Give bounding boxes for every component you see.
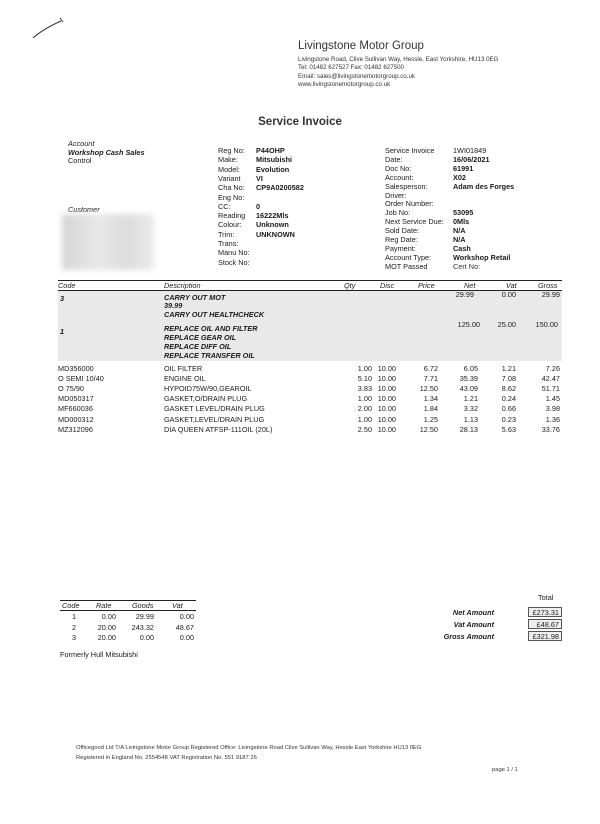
vat-rate: 20.00 bbox=[97, 622, 116, 632]
part-price: 12.50 bbox=[419, 424, 438, 434]
part-code: MD356000 bbox=[58, 364, 94, 373]
vat-goods: 29.99 bbox=[135, 612, 154, 621]
part-code: MD050317 bbox=[58, 394, 94, 404]
vehicle-value: CP9A0200582 bbox=[256, 183, 304, 193]
vehicle-label: Stock No: bbox=[218, 257, 250, 267]
part-gross: 3.98 bbox=[545, 404, 560, 414]
page-number: page 1 / 1 bbox=[492, 767, 518, 773]
part-disc: 10.00 bbox=[377, 374, 396, 384]
invoice-label: Payment: bbox=[385, 243, 416, 253]
account-block bbox=[68, 140, 145, 166]
vat-rate: 0.00 bbox=[101, 612, 116, 621]
col-qty: Qty bbox=[344, 281, 356, 290]
account-name: Workshop Cash Sales bbox=[68, 147, 145, 157]
invoice-value: 16/06/2021 bbox=[453, 154, 490, 164]
vat-amount-label: Vat Amount bbox=[453, 620, 494, 629]
part-price: 6.72 bbox=[423, 364, 438, 373]
invoice-value: Adam des Forges bbox=[453, 181, 515, 191]
formerly-note: Formerly Hull Mitsubishi bbox=[60, 650, 138, 659]
vehicle-label: Eng No: bbox=[218, 192, 245, 202]
gross-amount-value: £321.98 bbox=[528, 631, 562, 641]
job-vat: 0.00 bbox=[501, 290, 516, 299]
invoice-value: Cert No: bbox=[453, 261, 481, 271]
invoice-value: Cash bbox=[453, 243, 471, 253]
job-net: 125.00 bbox=[457, 320, 480, 329]
part-disc: 10.00 bbox=[377, 424, 396, 434]
vehicle-label: CC: bbox=[218, 201, 231, 211]
invoice-label: Doc No: bbox=[385, 163, 412, 173]
vehicle-value: VI bbox=[256, 173, 263, 183]
job-net: 29.99 bbox=[455, 290, 474, 299]
net-amount-label: Net Amount bbox=[452, 608, 494, 617]
invoice-value: 0Mls bbox=[453, 217, 470, 227]
job-description bbox=[164, 324, 258, 360]
footer-registration: Registered in England No. 2554548 VAT Registration No. 551 9187 26 bbox=[76, 755, 257, 761]
invoice-label: Account Type: bbox=[385, 252, 432, 262]
vat-col-rate: Rate bbox=[96, 601, 112, 610]
part-disc: 10.00 bbox=[377, 394, 396, 404]
part-code: MZ312096 bbox=[58, 424, 93, 434]
part-row bbox=[58, 374, 562, 383]
vehicle-label: Manu No: bbox=[218, 248, 250, 258]
vat-amount-value: £48.67 bbox=[528, 619, 562, 629]
part-vat: 8.62 bbox=[501, 384, 516, 394]
part-qty: 1.00 bbox=[357, 394, 372, 404]
vehicle-label: Model: bbox=[218, 164, 240, 174]
invoice-label: Date: bbox=[385, 154, 403, 164]
job-line: CARRY OUT MOT bbox=[164, 293, 226, 302]
part-gross: 1.36 bbox=[545, 414, 560, 424]
part-row bbox=[58, 415, 562, 424]
part-row bbox=[58, 425, 562, 434]
part-vat: 0.24 bbox=[501, 394, 516, 404]
vat-code: 3 bbox=[72, 633, 77, 642]
invoice-label: Salesperson: bbox=[385, 181, 428, 191]
job-code: 1 bbox=[60, 327, 65, 336]
part-price: 7.71 bbox=[423, 374, 438, 384]
part-vat: 7.08 bbox=[501, 374, 516, 384]
job-line: REPLACE GEAR OIL bbox=[164, 333, 237, 343]
company-name: Livingstone Motor Group bbox=[298, 40, 424, 52]
vehicle-label: Trim: bbox=[218, 229, 235, 239]
part-vat: 5.63 bbox=[501, 424, 516, 434]
part-net: 3.32 bbox=[463, 404, 478, 414]
part-net: 35.39 bbox=[459, 374, 478, 384]
invoice-label: Reg Date: bbox=[385, 235, 418, 244]
redacted-customer-address bbox=[62, 214, 154, 270]
invoice-value: X02 bbox=[453, 172, 466, 182]
company-address bbox=[298, 56, 499, 89]
col-net: Net bbox=[464, 281, 476, 290]
part-vat: 0.66 bbox=[501, 404, 516, 414]
vat-summary-row bbox=[60, 633, 196, 642]
vehicle-value: UNKNOWN bbox=[256, 229, 295, 239]
part-price: 1.34 bbox=[423, 394, 438, 404]
part-qty: 5.10 bbox=[357, 374, 372, 384]
col-vat: Vat bbox=[506, 281, 517, 290]
part-code: MD000312 bbox=[58, 414, 94, 424]
job-vat: 25.00 bbox=[497, 320, 516, 329]
job-description bbox=[164, 294, 264, 319]
customer-label: Customer bbox=[68, 205, 100, 214]
account-heading: Account bbox=[68, 139, 95, 148]
vat-col-code: Code bbox=[62, 601, 80, 610]
vehicle-value: Mitsubishi bbox=[256, 155, 293, 165]
invoice-label: Service Invoice bbox=[385, 146, 435, 155]
part-net: 43.09 bbox=[459, 384, 478, 394]
part-description: DIA QUEEN ATFSP-111OIL (20L) bbox=[164, 424, 273, 434]
vat-summary-row bbox=[60, 612, 196, 621]
part-description: GASKET,O/DRAIN PLUG bbox=[164, 394, 248, 404]
invoice-value: Workshop Retail bbox=[453, 252, 511, 262]
vat-vat: 0.00 bbox=[179, 612, 194, 621]
vehicle-label: Reading bbox=[218, 211, 246, 221]
invoice-label: Account: bbox=[385, 172, 414, 182]
vehicle-label: Trans: bbox=[218, 239, 239, 248]
document-title: Service Invoice bbox=[258, 116, 342, 128]
part-gross: 7.26 bbox=[545, 364, 560, 373]
vat-col-vat: Vat bbox=[172, 601, 183, 610]
invoice-value: 53095 bbox=[453, 208, 474, 218]
vat-vat: 0.00 bbox=[179, 633, 194, 642]
vehicle-value: Unknown bbox=[256, 220, 289, 230]
part-price: 1.25 bbox=[423, 414, 438, 424]
email-line: Email: sales@livingstonemotorgroup.co.uk bbox=[298, 72, 416, 80]
vat-col-goods: Goods bbox=[132, 601, 154, 610]
part-qty: 3.83 bbox=[357, 384, 372, 394]
vehicle-value: 16222Mls bbox=[256, 211, 289, 221]
invoice-label: Job No: bbox=[385, 208, 411, 218]
part-qty: 1.00 bbox=[357, 414, 372, 424]
invoice-label: Order Number: bbox=[385, 199, 434, 209]
account-sub: Control bbox=[68, 156, 92, 166]
part-gross: 33.76 bbox=[541, 424, 560, 434]
invoice-value: N/A bbox=[453, 235, 466, 244]
vehicle-details bbox=[218, 146, 368, 271]
job-block-mot bbox=[58, 291, 562, 321]
vehicle-label: Variant bbox=[218, 173, 241, 183]
address-line: Livingstone Road, Clive Sullivan Way, Hessle, East Yorkshire, HU13 0EG bbox=[298, 56, 499, 63]
job-line: REPLACE DIFF OIL bbox=[164, 342, 232, 352]
part-description: ENGINE OIL bbox=[164, 374, 206, 384]
invoice-value: 1WI01849 bbox=[453, 146, 487, 155]
vehicle-label: Make: bbox=[218, 155, 238, 165]
job-line: REPLACE TRANSFER OIL bbox=[164, 351, 255, 361]
vat-goods: 0.00 bbox=[139, 633, 154, 642]
invoice-label: Driver: bbox=[385, 190, 407, 200]
total-heading: Total bbox=[538, 593, 554, 602]
part-row bbox=[58, 364, 562, 373]
vat-summary-row bbox=[60, 623, 196, 632]
vehicle-label: Reg No: bbox=[218, 146, 245, 155]
part-vat: 0.23 bbox=[501, 414, 516, 424]
job-line: CARRY OUT HEALTHCHECK bbox=[164, 309, 265, 319]
vehicle-value: P44OHP bbox=[256, 146, 285, 155]
job-line: 39.99 bbox=[164, 301, 183, 311]
phone-line: Tel: 01482 627527 Fax: 01482 627500 bbox=[298, 64, 404, 72]
part-price: 1.84 bbox=[423, 404, 438, 414]
col-code: Code bbox=[58, 281, 76, 290]
invoice-value: 61991 bbox=[453, 163, 474, 173]
invoice-details bbox=[385, 146, 565, 271]
part-disc: 10.00 bbox=[377, 364, 396, 373]
vehicle-label: Colour: bbox=[218, 220, 242, 230]
invoice-value: N/A bbox=[453, 226, 466, 236]
part-gross: 1.45 bbox=[545, 394, 560, 404]
pen-mark bbox=[30, 16, 66, 42]
part-code: O SEMI 10/40 bbox=[58, 374, 104, 384]
part-disc: 10.00 bbox=[377, 384, 396, 394]
vehicle-value: 0 bbox=[256, 201, 261, 211]
footer-registered-office: Officegood Ltd T/A Livingstone Motor Group Registered Office: Livingstone Road Clive Sullivan Way, Hessle East Yorkshire HU13 0EG bbox=[76, 745, 422, 751]
col-price: Price bbox=[418, 281, 435, 290]
items-table-header bbox=[58, 280, 562, 291]
job-line: REPLACE OIL AND FILTER bbox=[164, 324, 258, 333]
col-disc: Disc bbox=[380, 281, 395, 290]
vat-vat: 48.67 bbox=[175, 622, 194, 632]
vat-code: 1 bbox=[72, 612, 77, 621]
vehicle-label: Cha No: bbox=[218, 183, 245, 193]
job-block-oil bbox=[58, 321, 562, 361]
part-description: OIL FILTER bbox=[164, 364, 203, 373]
part-qty: 2.00 bbox=[357, 404, 372, 414]
website-line: www.livingstonemotorgroup.co.uk bbox=[298, 80, 391, 88]
job-code: 3 bbox=[60, 294, 65, 303]
vat-summary-header bbox=[60, 600, 196, 611]
vat-rate: 20.00 bbox=[97, 633, 116, 642]
vat-code: 2 bbox=[72, 622, 77, 632]
part-net: 1.21 bbox=[463, 394, 478, 404]
part-code: O 75/90 bbox=[58, 384, 84, 394]
part-vat: 1.21 bbox=[501, 364, 516, 373]
job-gross: 150.00 bbox=[535, 320, 558, 329]
invoice-label: Sold Date: bbox=[385, 226, 420, 236]
part-qty: 1.00 bbox=[357, 364, 372, 373]
part-gross: 42.47 bbox=[541, 374, 560, 384]
part-gross: 51.71 bbox=[541, 384, 560, 394]
part-description: GASKET LEVEL/DRAIN PLUG bbox=[164, 404, 265, 414]
part-description: HYPOID75W/90,GEAROIL bbox=[164, 384, 252, 394]
part-row bbox=[58, 394, 562, 403]
part-description: GASKET,LEVEL/DRAIN PLUG bbox=[164, 414, 265, 424]
part-price: 12.50 bbox=[419, 384, 438, 394]
part-row bbox=[58, 384, 562, 393]
part-disc: 10.00 bbox=[377, 414, 396, 424]
part-net: 6.05 bbox=[463, 364, 478, 373]
part-net: 28.13 bbox=[459, 424, 478, 434]
col-gross: Gross bbox=[538, 281, 558, 290]
part-qty: 2.50 bbox=[357, 424, 372, 434]
part-disc: 10.00 bbox=[377, 404, 396, 414]
part-code: MF660036 bbox=[58, 404, 93, 414]
invoice-label: Next Service Due: bbox=[385, 217, 444, 227]
vehicle-value: Evolution bbox=[256, 164, 290, 174]
job-gross: 29.99 bbox=[541, 290, 560, 299]
gross-amount-label: Gross Amount bbox=[443, 632, 494, 641]
vat-goods: 243.32 bbox=[131, 622, 154, 632]
invoice-label: MOT Passed bbox=[385, 261, 428, 271]
part-row bbox=[58, 404, 562, 413]
part-net: 1.13 bbox=[463, 414, 478, 424]
net-amount-value: £273.31 bbox=[528, 607, 562, 617]
col-description: Description bbox=[164, 281, 201, 290]
